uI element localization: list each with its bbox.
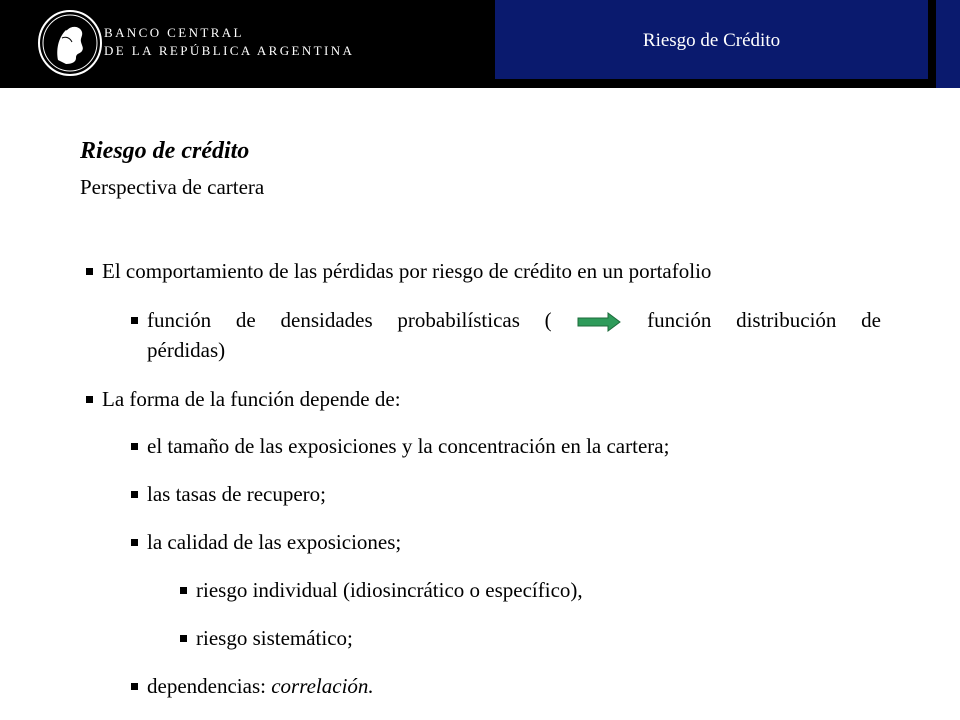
slide-subtitle: Perspectiva de cartera xyxy=(80,175,265,199)
bullet-text-part: función de densidades probabilísticas ( xyxy=(147,308,552,332)
bullet-item xyxy=(86,384,401,414)
right-arrow-icon xyxy=(576,311,622,333)
bullet-text-emphasis: correlación. xyxy=(271,674,374,698)
bullet-text: El comportamiento de las pérdidas por riesgo de crédito en un portafolio xyxy=(102,259,712,283)
logo-block xyxy=(0,0,480,88)
bullet-item xyxy=(180,623,353,653)
bullet-square-icon xyxy=(131,317,138,324)
bank-name-line1: BANCO CENTRAL xyxy=(104,25,244,40)
bullet-text: riesgo individual (idiosincrático o específico), xyxy=(196,578,583,602)
bullet-item xyxy=(131,479,326,509)
bullet-text: la calidad de las exposiciones; xyxy=(147,530,402,554)
bullet-item xyxy=(131,671,374,701)
bullet-square-icon xyxy=(131,443,138,450)
bullet-text: el tamaño de las exposiciones y la concentración en la cartera; xyxy=(147,434,670,458)
bullet-item xyxy=(86,256,711,286)
bullet-text xyxy=(131,305,881,335)
bullet-text: La forma de la función depende de: xyxy=(102,387,401,411)
bullet-square-icon xyxy=(131,539,138,546)
bullet-text-part: función distribución de xyxy=(647,308,881,332)
header-bar xyxy=(0,0,960,88)
slide-title: Riesgo de crédito xyxy=(80,138,250,164)
bullet-text xyxy=(131,671,374,701)
bullet-item xyxy=(131,527,401,557)
section-title-panel xyxy=(495,0,928,79)
bank-seal-icon xyxy=(36,8,104,78)
bullet-item xyxy=(131,431,669,461)
bullet-square-icon xyxy=(180,587,187,594)
bullet-item xyxy=(180,575,583,605)
bullet-square-icon xyxy=(180,635,187,642)
bullet-square-icon xyxy=(86,396,93,403)
bullet-text-continued: pérdidas) xyxy=(147,338,226,362)
bank-name xyxy=(104,24,354,60)
bullet-square-icon xyxy=(131,683,138,690)
bullet-text: las tasas de recupero; xyxy=(147,482,327,506)
bank-name-line2: DE LA REPÚBLICA ARGENTINA xyxy=(104,43,355,58)
bullet-square-icon xyxy=(131,491,138,498)
header-right-strip xyxy=(936,0,960,88)
bullet-text-part: dependencias: xyxy=(147,674,272,698)
bullet-square-icon xyxy=(86,268,93,275)
section-title: Riesgo de Crédito xyxy=(642,30,781,51)
bullet-text: riesgo sistemático; xyxy=(196,626,353,650)
bullet-item xyxy=(131,305,881,365)
